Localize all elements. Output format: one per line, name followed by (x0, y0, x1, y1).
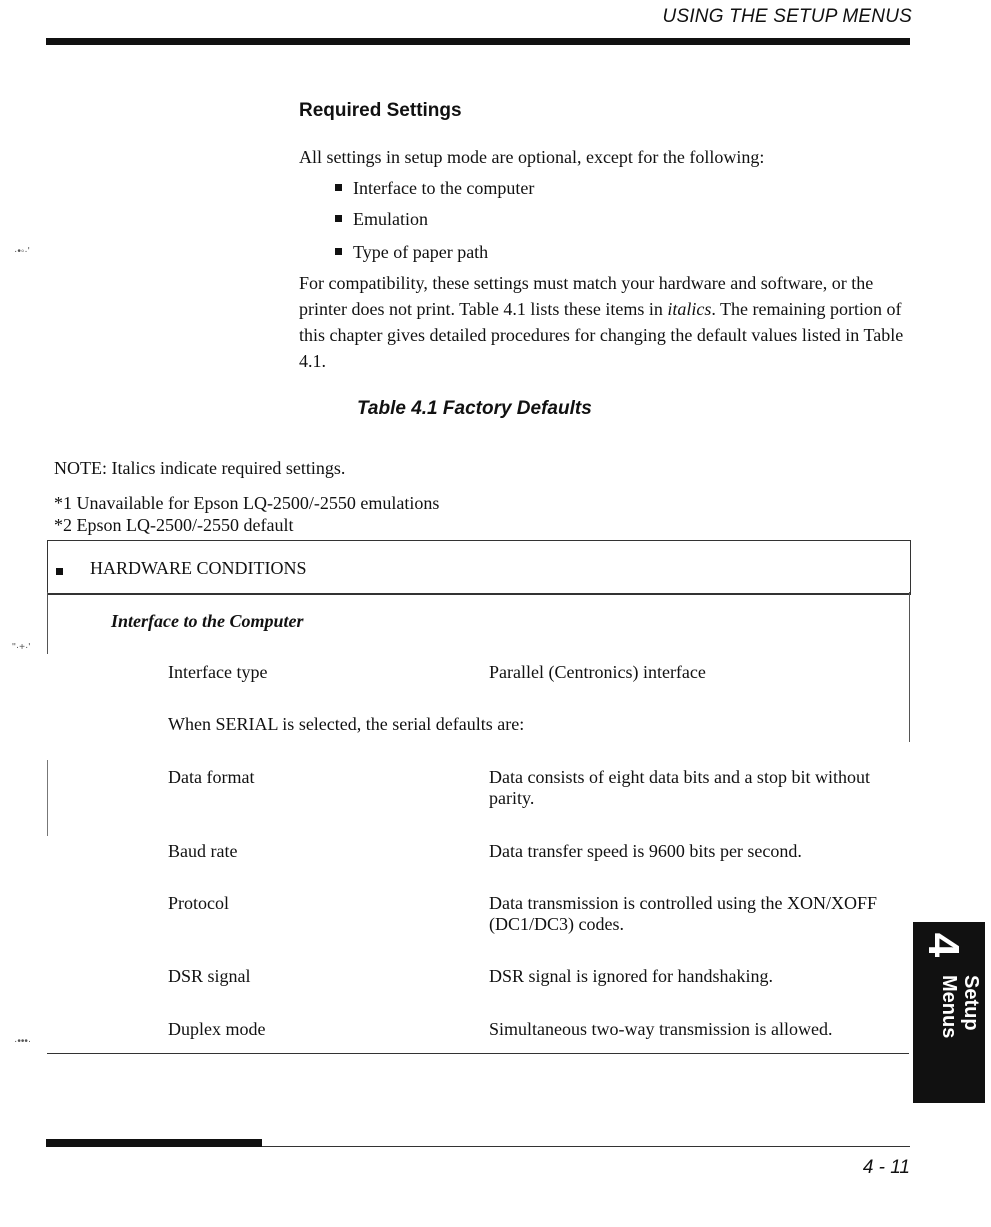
bullet-icon (56, 568, 63, 575)
list-item-text: Type of paper path (353, 242, 489, 262)
table-bottom-rule (47, 1053, 909, 1054)
header-rule (46, 38, 910, 45)
running-head: USING THE SETUP MENUS (662, 6, 912, 27)
setting-name: Duplex mode (168, 1019, 266, 1039)
setting-value: Data transmission is controlled using the XON/XOFF (DC1/DC3) codes. (489, 893, 877, 934)
list-item (335, 175, 534, 201)
setting-name: Baud rate (168, 841, 238, 861)
paragraph-text: . The remaining portion of this chapter gives detailed procedures for changing the default values listed in Table 4.1. (299, 299, 904, 371)
chapter-tab-label (922, 975, 982, 1065)
setting-name: Protocol (168, 893, 229, 913)
list-item-text: Emulation (353, 209, 428, 229)
footnote: *1 Unavailable for Epson LQ-2500/-2550 emulations (54, 493, 440, 513)
list-item (335, 206, 428, 232)
bullet-icon (335, 184, 342, 191)
bullet-icon (335, 248, 342, 255)
bullet-icon (335, 215, 342, 222)
paragraph-text: For compatibility, these settings must match your hardware and software, or the printer does not print. Table 4.1 lists these items in (299, 273, 874, 319)
scan-mark: ·•◦·' (14, 246, 30, 257)
body-paragraph (299, 270, 911, 374)
table-left-rule (47, 760, 48, 836)
setting-value: Parallel (Centronics) interface (489, 662, 706, 682)
intro-text: All settings in setup mode are optional, except for the following: (299, 147, 765, 167)
table-note: NOTE: Italics indicate required settings. (54, 458, 346, 478)
subsection-heading: Interface to the Computer (111, 611, 304, 631)
setting-name: Data format (168, 767, 255, 787)
footer-rule-thick (46, 1139, 262, 1147)
table-left-rule (47, 592, 48, 654)
scan-mark: ''·+·' (12, 642, 31, 653)
page-number: 4 - 11 (862, 1157, 910, 1178)
section-heading: Required Settings (299, 100, 462, 121)
setting-value: DSR signal is ignored for handshaking. (489, 966, 773, 986)
list-item (335, 239, 488, 265)
scan-mark: ·•••· (14, 1036, 32, 1047)
chapter-tab-line: Menus (938, 975, 960, 1039)
footnote: *2 Epson LQ-2500/-2550 default (54, 515, 294, 535)
table-title: Table 4.1 Factory Defaults (357, 398, 592, 419)
paragraph-italic-text: italics (667, 299, 712, 319)
chapter-tab-number: 4 (919, 932, 968, 958)
setting-name: Interface type (168, 662, 268, 682)
list-item-text: Interface to the computer (353, 178, 535, 198)
setting-name: DSR signal (168, 966, 251, 986)
setting-value: Data consists of eight data bits and a stop bit without parity. (489, 767, 870, 808)
chapter-tab-line: Setup (960, 975, 982, 1031)
table-right-rule (909, 592, 910, 742)
serial-intro: When SERIAL is selected, the serial defaults are: (168, 714, 525, 734)
group-label: HARDWARE CONDITIONS (90, 558, 307, 578)
setting-value: Data transfer speed is 9600 bits per second. (489, 841, 802, 861)
setting-value: Simultaneous two-way transmission is allowed. (489, 1019, 833, 1039)
footer-rule-thin (262, 1146, 910, 1147)
